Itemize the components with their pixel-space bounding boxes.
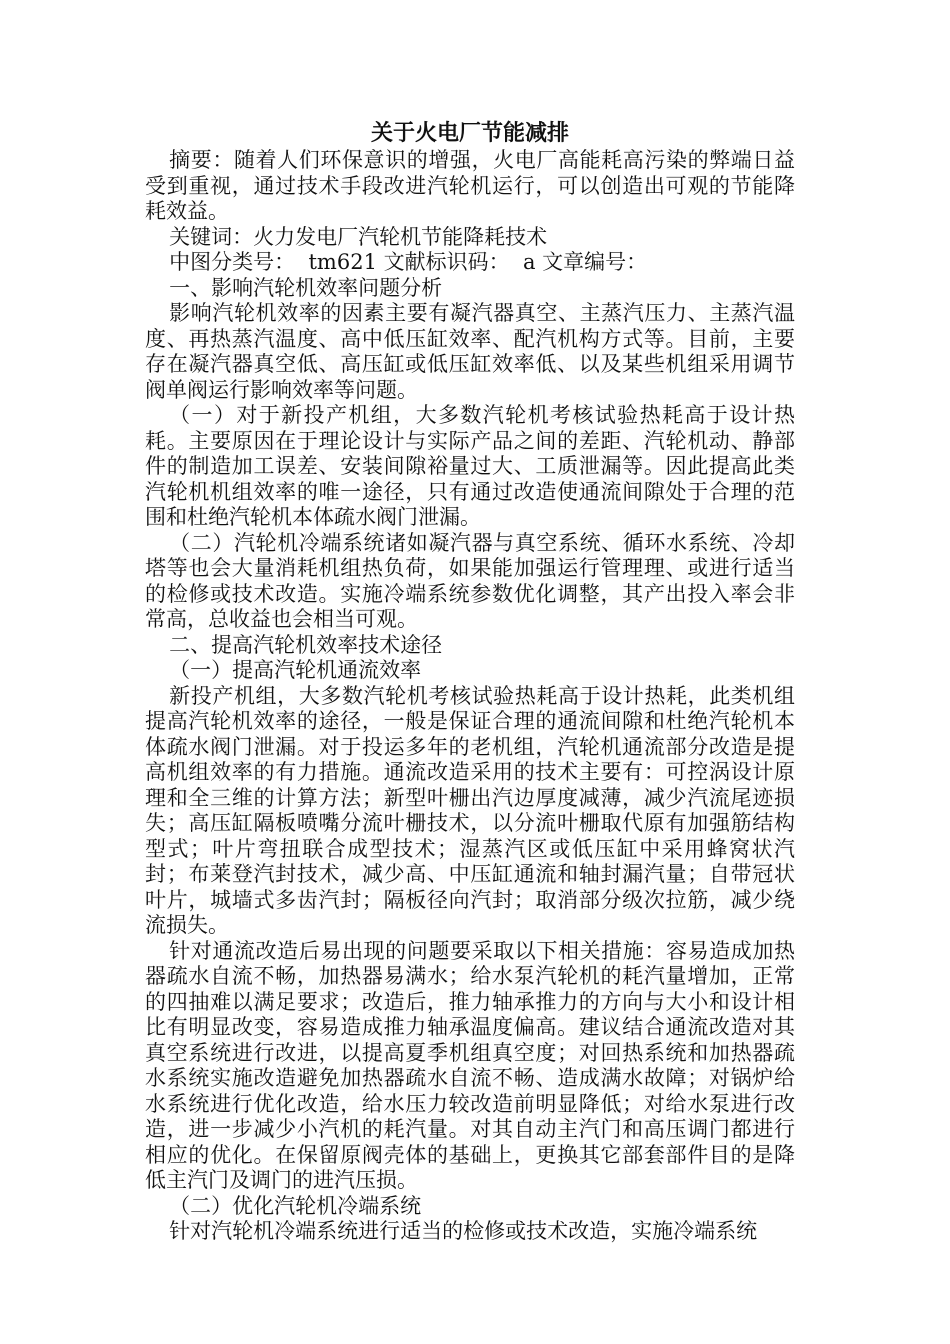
body-paragraph: 影响汽轮机效率的因素主要有凝汽器真空、主蒸汽压力、主蒸汽温度、再热蒸汽温度、高中低压缸效率、配汽机构方式等。目前，主要存在凝汽器真空低、高压缸或低压缸效率低、以及某些机组采用调节阀单阀运行影响效率等问题。 (145, 301, 795, 402)
document-title: 关于火电厂节能减排 (370, 120, 569, 146)
classification-paragraph: 中图分类号： tm621 文献标识码： a 文章编号： (169, 250, 648, 274)
section-heading-2: 二、提高汽轮机效率技术途径 (169, 632, 443, 657)
subsection-heading-2: （二）优化汽轮机冷端系统 (169, 1193, 422, 1218)
body-paragraph: 针对汽轮机冷端系统进行适当的检修或技术改造，实施冷端系统 (169, 1219, 758, 1243)
document-page (145, 118, 795, 1245)
body-paragraph: （二）汽轮机冷端系统诸如凝汽器与真空系统、循环水系统、冷却塔等也会大量消耗机组热负荷，如果能加强运行管理理、或进行适当的检修或技术改造。实施冷端系统参数优化调整，其产出投入率会非常高，总收益也会相当可观。 (145, 530, 795, 631)
body-paragraph: （一）对于新投产机组，大多数汽轮机考核试验热耗高于设计热耗。主要原因在于理论设计与实际产品之间的差距、汽轮机动、静部件的制造加工误差、安装间隙裕量过大、工质泄漏等。因此提高此类汽轮机机组效率的唯一途径，只有通过改造使通流间隙处于合理的范围和杜绝汽轮机本体疏水阀门泄漏。 (145, 403, 795, 529)
keywords-paragraph: 关键词：火力发电厂汽轮机节能降耗技术 (169, 224, 548, 249)
abstract-paragraph: 摘要：随着人们环保意识的增强，火电厂高能耗高污染的弊端日益受到重视，通过技术手段改进汽轮机运行，可以创造出可观的节能降耗效益。 (145, 148, 795, 223)
body-paragraph: 针对通流改造后易出现的问题要采取以下相关措施：容易造成加热器疏水自流不畅，加热器易满水；给水泵汽轮机的耗汽量增加，正常的四抽难以满足要求；改造后，推力轴承推力的方向与大小和设计相比有明显改变，容易造成推力轴承温度偏高。建议结合通流改造对其真空系统进行改进，以提高夏季机组真空度；对回热系统和加热器疏水系统实施改造避免加热器疏水自流不畅、造成满水故障；对锅炉给水系统进行优化改造，给水压力较改造前明显降低；对给水泵进行改造，进一步减少小汽机的耗汽量。对其自动主汽门和高压调门都进行相应的优化。在保留原阀壳体的基础上，更换其它部套部件目的是降低主汽门及调门的进汽压损。 (145, 938, 795, 1192)
section-heading-1: 一、影响汽轮机效率问题分析 (169, 275, 443, 300)
body-paragraph: 新投产机组，大多数汽轮机考核试验热耗高于设计热耗，此类机组提高汽轮机效率的途径，一般是保证合理的通流间隙和杜绝汽轮机本体疏水阀门泄漏。对于投运多年的老机组，汽轮机通流部分改造是提高机组效率的有力措施。通流改造采用的技术主要有：可控涡设计原理和全三维的计算方法；新型叶栅出汽边厚度减薄，减少汽流尾迹损失；高压缸隔板喷嘴分流叶栅技术，以分流叶栅取代原有加强筋结构型式；叶片弯扭联合成型技术；湿蒸汽区或低压缸中采用蜂窝状汽封；布莱登汽封技术，减少高、中压缸通流和轴封漏汽量；自带冠状叶片，城墙式多齿汽封；隔板径向汽封；取消部分级次拉筋，减少绕流损失。 (145, 683, 795, 937)
subsection-heading-1: （一）提高汽轮机通流效率 (169, 658, 422, 682)
